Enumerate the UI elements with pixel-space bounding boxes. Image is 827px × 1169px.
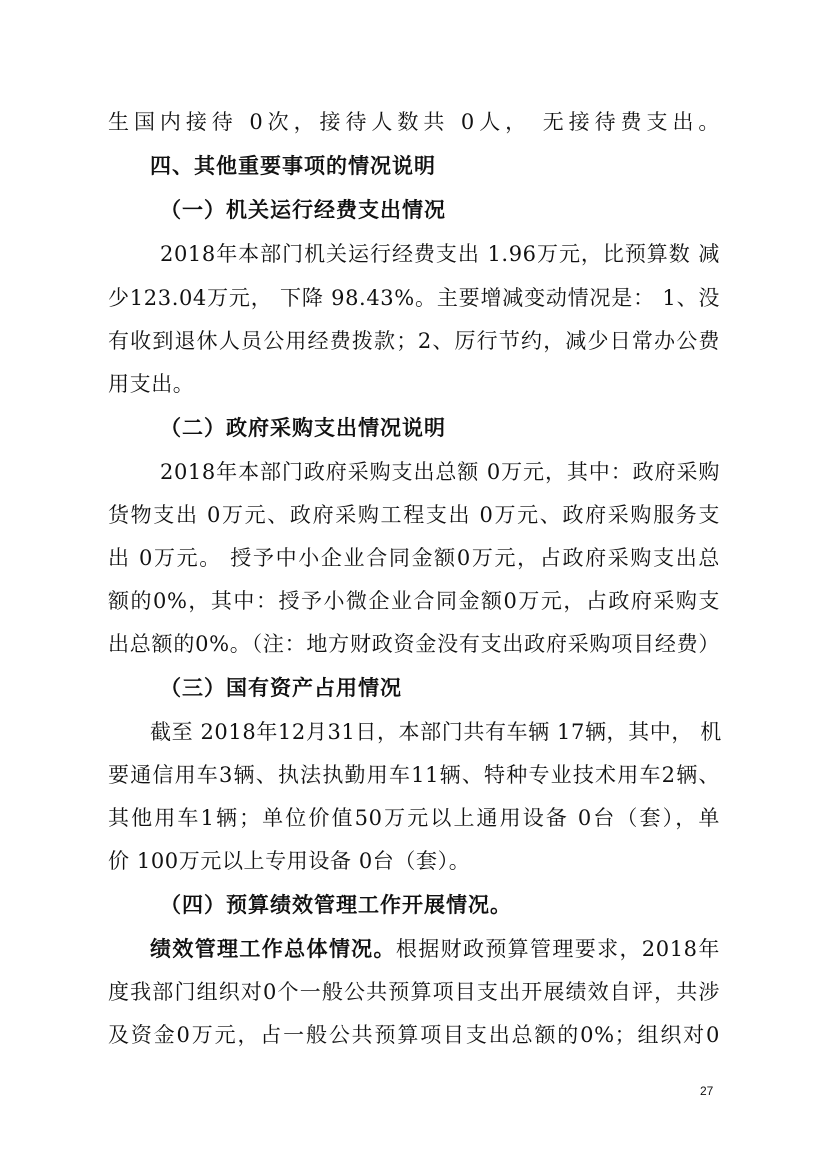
subsection-heading: （四）预算绩效管理工作开展情况。 <box>160 893 512 917</box>
text-line: 用支出。 <box>108 372 195 396</box>
page-number: 27 <box>700 1084 714 1098</box>
subsection-heading: （一）机关运行经费支出情况 <box>160 198 446 222</box>
text-line: 度我部门组织对0个一般公共预算项目支出开展绩效自评，共涉 <box>108 980 720 1004</box>
text-line: 及资金0万元，占一般公共预算项目支出总额的0%；组织对0 <box>108 1023 720 1047</box>
subsection-heading: （二）政府采购支出情况说明 <box>160 416 446 440</box>
text-line: 有收到退休人员公用经费拨款；2、厉行节约，减少日常办公费 <box>108 329 720 353</box>
text-line: 要通信用车3辆、执法执勤用车11辆、特种专业技术用车2辆、 <box>108 763 720 787</box>
bold-lead-text: 绩效管理工作总体情况。 <box>150 937 396 961</box>
text-line: 截至 2018年12月31日，本部门共有车辆 17辆，其中， 机 <box>150 720 722 744</box>
text-line: 额的0%，其中：授予小微企业合同金额0万元，占政府采购支 <box>108 589 720 613</box>
text-line: 少123.04万元， 下降 98.43%。主要增减变动情况是： 1、没 <box>108 286 720 310</box>
subsection-heading: （三）国有资产占用情况 <box>160 676 402 700</box>
text-line: 出总额的0%。（注：地方财政资金没有支出政府采购项目经费） <box>108 632 720 656</box>
text-span: 根据财政预算管理要求，2018年 <box>395 937 720 961</box>
text-line: 价 100万元以上专用设备 0台（套）。 <box>108 849 471 873</box>
text-line: 其他用车1辆；单位价值50万元以上通用设备 0台（套），单 <box>108 806 720 830</box>
text-line: 出 0万元。 授予中小企业合同金额0万元，占政府采购支出总 <box>108 546 720 570</box>
section-heading: 四、其他重要事项的情况说明 <box>150 154 436 178</box>
text-line: 2018年本部门机关运行经费支出 1.96万元，比预算数 减 <box>160 242 720 266</box>
text-line: 货物支出 0万元、政府采购工程支出 0万元、政府采购服务支 <box>108 503 720 527</box>
text-line: 2018年本部门政府采购支出总额 0万元，其中：政府采购 <box>160 460 720 484</box>
text-line <box>150 939 720 960</box>
text-line: 生国内接待 0次，接待人数共 0人， 无接待费支出。 <box>108 110 720 134</box>
